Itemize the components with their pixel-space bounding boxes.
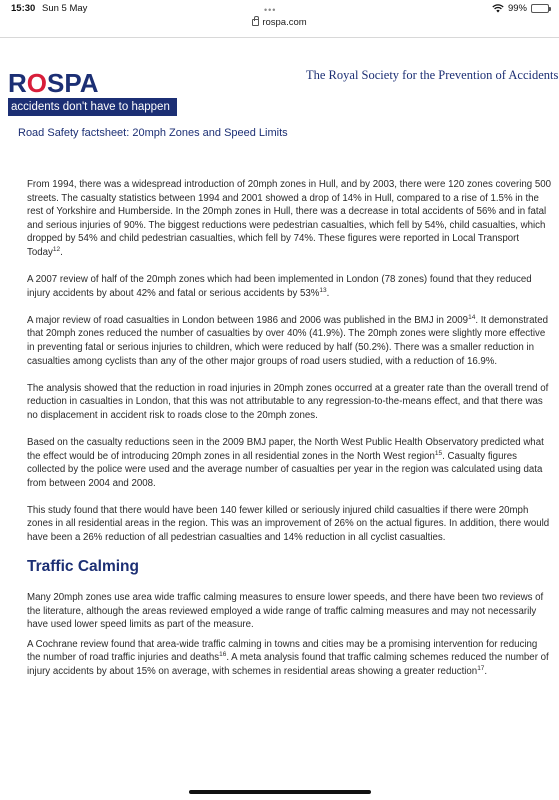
organisation-name: The Royal Society for the Prevention of Accidents [306, 68, 559, 82]
battery-percent: 99% [507, 3, 527, 14]
factsheet-title: Road Safety factsheet: 20mph Zones and Speed Limits [18, 127, 288, 139]
home-indicator[interactable] [189, 790, 371, 794]
paragraph: From 1994, there was a widespread introduction of 20mph zones in Hull, and by 2003, there were 120 zones covering 500 streets. The casualty statistics between 1994 and 2001 showed a drop of 14% in Hull, compared to a rise of 1.5% in the rest of Yorkshire and Humberside. In the 20mph zones in Hull, there was a decrease in total accidents of 56% and in fatal and serious injuries of 90%. The biggest reductions were pedestrian casualties, which fell by 54%, child casualties, which dropped by 54% and child pedestrian casualties, which fell by 74%. These figures were reported in Local Transport Today$^{12}$. [27, 179, 551, 258]
logo-tagline: accidents don't have to happen [8, 98, 177, 116]
section-heading-traffic-calming: Traffic Calming [27, 558, 139, 576]
article-body [27, 178, 553, 692]
status-date: Sun 5 May [42, 3, 88, 14]
paragraph: Many 20mph zones use area wide traffic calming measures to ensure lower speeds, and there have been two reviews of the literature, although the areas reviewed employed a wide range of traffic calming measures and may not necessarily have used lower speed limits as part of the measure. [27, 592, 544, 631]
paragraph: Based on the casualty reductions seen in the 2009 BMJ paper, the North West Public Health Observatory predicted what the effect would be of introducing 20mph zones in all residential zones in the North West region$^{15}$. Casualty figures collected by the police were used and the average number of casualties per year in the region was calculated using data from between 2004 and 2008. [27, 436, 544, 489]
paragraph: A major review of road casualties in London between 1986 and 2006 was published in the BMJ in 2009$^{14}$. It demonstrated that 20mph zones reduced the number of casualties by over 40% (41.9%). The 20mph zones were slightly more effective in preventing fatal or serious injuries to children, which were reduced by half (50.2%). There was a smaller reduction in casualties among cyclists than any of the other major groups of road users studied, with a reduction of 16.9%. [27, 313, 549, 367]
paragraph: A Cochrane review found that area-wide traffic calming in towns and cities may be a promising intervention for reducing the number of road traffic injuries and deaths$^{16}$. A meta analysis found that traffic calming schemes reduced the number of injury accidents by about 15% on average, with schemes in residential areas showing a greater reduction$^{17}$. [27, 638, 549, 678]
tab-menu-dots[interactable]: ••• [264, 5, 277, 15]
rospa-logo[interactable] [8, 70, 178, 118]
address-bar [0, 5, 559, 38]
lock-icon [252, 19, 259, 26]
logo-wordmark: ROSPA [8, 68, 99, 98]
url-field[interactable] [0, 17, 559, 28]
toolbar-divider [0, 37, 559, 38]
status-time: 15:30 [11, 3, 36, 14]
paragraph: This study found that there would have been 140 fewer killed or seriously injured child casualties if there were 20mph zones in all residential areas in the region. This was an improvement of 26% on the actual figures. In addition, there would have been a 26% reduction of all pedestrian casualties and 14% reduction in all cyclist casualties. [27, 504, 550, 543]
paragraph: The analysis showed that the reduction in road injuries in 20mph zones occurred at a greater rate than the overall trend of reduction in casualties in London, that this was not attributable to any regression-to-the-means effect, and that there was no displacement in accident risk to roads close to the 20mph zones. [27, 382, 549, 421]
url-text: rospa.com [262, 17, 307, 28]
paragraph: A 2007 review of half of the 20mph zones which had been implemented in London (78 zones) found that they reduced injury accidents by about 42% and fatal or serious accidents by 53%$^{13}$. [27, 274, 532, 299]
